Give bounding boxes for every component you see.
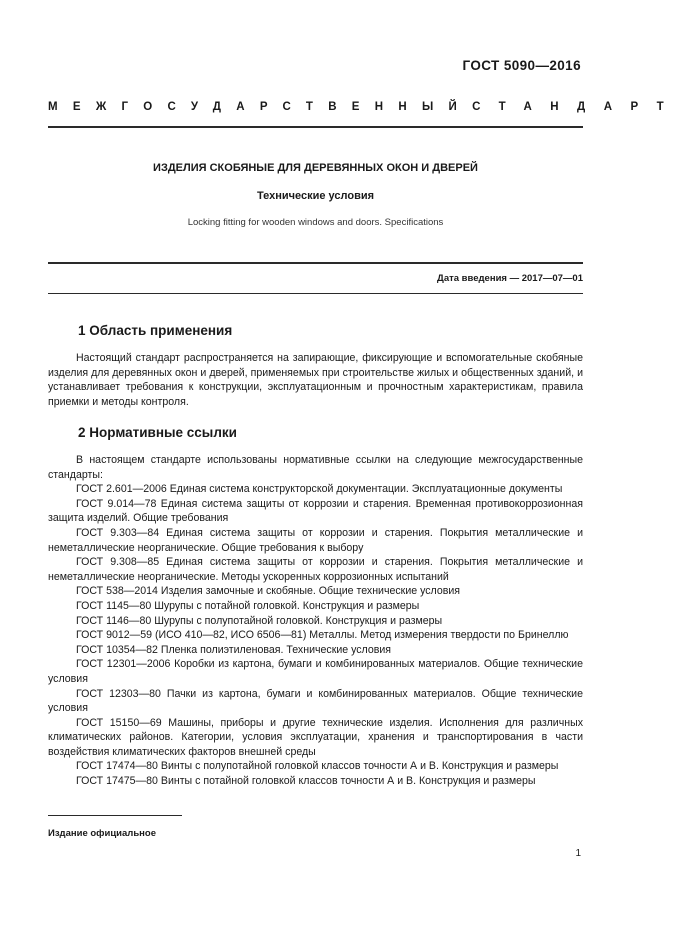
page-number: 1	[575, 848, 581, 859]
reference-item: ГОСТ 17474—80 Винты с полупотайной головкой классов точности А и В. Конструкция и размеры	[76, 760, 559, 773]
references-intro: В настоящем стандарте использованы нормативные ссылки на следующие межгосударственные стандарты:	[48, 454, 583, 481]
date-divider	[48, 293, 583, 294]
reference-item: ГОСТ 538—2014 Изделия замочные и скобяные. Общие технические условия	[76, 585, 461, 598]
reference-list	[48, 482, 583, 788]
reference-item: ГОСТ 17475—80 Винты с потайной головкой классов точности А и В. Конструкция и размеры	[76, 775, 536, 788]
document-title: ИЗДЕЛИЯ СКОБЯНЫЕ ДЛЯ ДЕРЕВЯННЫХ ОКОН И ДВЕРЕЙ	[153, 162, 478, 174]
document-subtitle: Технические условия	[256, 190, 375, 202]
reference-item: ГОСТ 1145—80 Шурупы с потайной головкой. Конструкция и размеры	[76, 599, 420, 612]
reference-item: ГОСТ 10354—82 Пленка полиэтиленовая. Технические условия	[76, 643, 392, 656]
edition-note: Издание официальное	[48, 828, 156, 839]
section-1-heading: 1 Область применения	[78, 323, 233, 338]
reference-item: ГОСТ 1146—80 Шурупы с полупотайной головкой. Конструкция и размеры	[76, 614, 443, 627]
normative-references	[48, 453, 583, 789]
footer-divider	[48, 815, 182, 816]
reference-item: ГОСТ 15150—69 Машины, приборы и другие технические изделия. Исполнения для различных климатических районов. Категории, условия эксплуатации, хранения и транспортирования в части воздействия климатических факторов внешней среды	[48, 716, 583, 758]
title-divider	[48, 262, 583, 264]
english-title: Locking fitting for wooden windows and doors. Specifications	[187, 217, 444, 228]
reference-item: ГОСТ 9012—59 (ИСО 410—82, ИСО 6506—81) Металлы. Метод измерения твердости по Бринеллю	[76, 629, 569, 642]
header-divider	[48, 126, 583, 128]
reference-item: ГОСТ 12303—80 Пачки из картона, бумаги и комбинированных материалов. Общие технические условия	[48, 687, 583, 715]
reference-item: ГОСТ 9.014—78 Единая система защиты от коррозии и старения. Временная противокоррозионная защита изделий. Общие требования	[48, 497, 583, 525]
section-2-heading: 2 Нормативные ссылки	[78, 425, 237, 440]
scope-paragraph: Настоящий стандарт распространяется на запирающие, фиксирующие и вспомогательные скобяные изделия для деревянных окон и дверей, применяемых при строительстве жилых и общественных зданий, и устанавливает требования к конструкции, эксплуатационным и прочностным характеристикам, правила приемки и методы контроля.	[48, 352, 583, 408]
banner-word: МЕЖГОСУДАРСТВЕННЫЙ	[48, 101, 473, 113]
reference-item: ГОСТ 9.308—85 Единая система защиты от коррозии и старения. Покрытия металлические и неметаллические неорганические. Методы ускоренных коррозионных испытаний	[48, 556, 583, 583]
introduction-date: Дата введения — 2017—07—01	[437, 273, 583, 284]
reference-item: ГОСТ 2.601—2006 Единая система конструкторской документации. Эксплуатационные документы	[76, 483, 563, 496]
banner-word: СТАНДАРТ	[472, 101, 682, 113]
standard-banner	[48, 101, 682, 113]
section-1-text	[48, 351, 583, 409]
document-code: ГОСТ 5090—2016	[462, 58, 581, 73]
reference-item: ГОСТ 9.303—84 Единая система защиты от коррозии и старения. Покрытия металлические и неметаллические неорганические. Общие требования к выбору	[48, 526, 583, 554]
reference-item: ГОСТ 12301—2006 Коробки из картона, бумаги и комбинированных материалов. Общие технические условия	[48, 658, 583, 685]
